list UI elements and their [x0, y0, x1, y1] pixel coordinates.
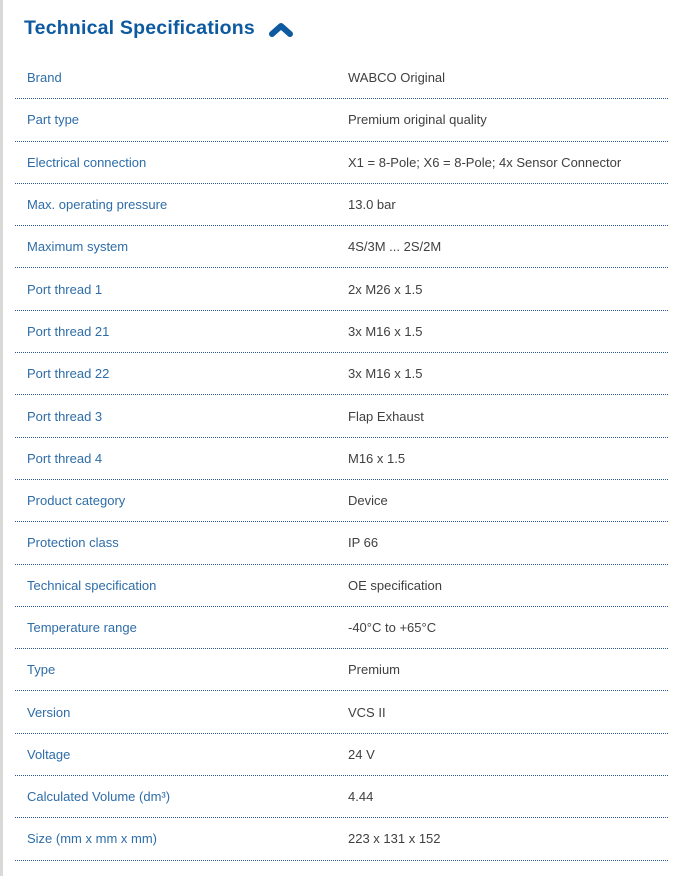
- spec-value: 4S/3M ... 2S/2M: [348, 239, 442, 255]
- spec-row: [15, 607, 668, 649]
- spec-value: VCS II: [348, 704, 386, 720]
- specifications-section-toggle[interactable]: [3, 0, 690, 57]
- spec-label: Port thread 4: [27, 450, 103, 466]
- spec-label: Port thread 21: [27, 323, 110, 339]
- spec-value: Premium original quality: [348, 112, 487, 128]
- spec-row: [15, 565, 668, 607]
- spec-value: 13.0 bar: [348, 197, 396, 213]
- spec-row: [15, 438, 668, 480]
- spec-row: [15, 184, 668, 226]
- spec-value: 3x M16 x 1.5: [348, 366, 423, 382]
- spec-row: [15, 522, 668, 564]
- spec-label: Protection class: [27, 535, 119, 551]
- spec-row: [15, 395, 668, 437]
- spec-value: 24 V: [348, 746, 375, 762]
- spec-value: 4.44: [348, 789, 374, 805]
- spec-row: [15, 480, 668, 522]
- spec-label: Brand: [27, 70, 62, 86]
- spec-label: Type: [27, 662, 56, 678]
- spec-label: Part type: [27, 112, 80, 128]
- spec-label: Voltage: [27, 746, 71, 762]
- spec-row: [15, 99, 668, 141]
- spec-value: OE specification: [348, 577, 442, 593]
- spec-value: Flap Exhaust: [348, 408, 424, 424]
- spec-label: Technical specification: [27, 577, 157, 593]
- spec-row: [15, 734, 668, 776]
- spec-label: Size (mm x mm x mm): [27, 831, 157, 847]
- spec-value: M16 x 1.5: [348, 450, 406, 466]
- spec-row: [15, 691, 668, 733]
- spec-label: Version: [27, 704, 71, 720]
- spec-row: [15, 353, 668, 395]
- spec-label: Port thread 22: [27, 366, 110, 382]
- spec-label: Max. operating pressure: [27, 197, 168, 213]
- spec-row: [15, 649, 668, 691]
- spec-value: X1 = 8-Pole; X6 = 8-Pole; 4x Sensor Connector: [348, 154, 622, 170]
- spec-value: Device: [348, 493, 388, 509]
- spec-row: [15, 57, 668, 99]
- spec-row: [15, 776, 668, 818]
- spec-value: 2x M26 x 1.5: [348, 281, 423, 297]
- chevron-up-icon[interactable]: [268, 21, 294, 39]
- spec-value: WABCO Original: [348, 70, 446, 86]
- spec-table: [15, 57, 668, 861]
- spec-value: 223 x 131 x 152: [348, 831, 441, 847]
- section-title: Technical Specifications: [24, 17, 255, 39]
- spec-row: [15, 818, 668, 860]
- spec-row: [15, 268, 668, 310]
- spec-label: Calculated Volume (dm³): [27, 789, 171, 805]
- spec-label: Port thread 1: [27, 281, 103, 297]
- spec-label: Product category: [27, 493, 126, 509]
- spec-row: [15, 226, 668, 268]
- spec-value: IP 66: [348, 535, 379, 551]
- spec-row: [15, 142, 668, 184]
- spec-label: Maximum system: [27, 239, 129, 255]
- spec-label: Electrical connection: [27, 154, 147, 170]
- spec-value: 3x M16 x 1.5: [348, 323, 423, 339]
- spec-row: [15, 311, 668, 353]
- spec-label: Port thread 3: [27, 408, 103, 424]
- spec-value: -40°C to +65°C: [348, 620, 437, 635]
- spec-label: Temperature range: [27, 620, 137, 635]
- spec-value: Premium: [348, 662, 401, 678]
